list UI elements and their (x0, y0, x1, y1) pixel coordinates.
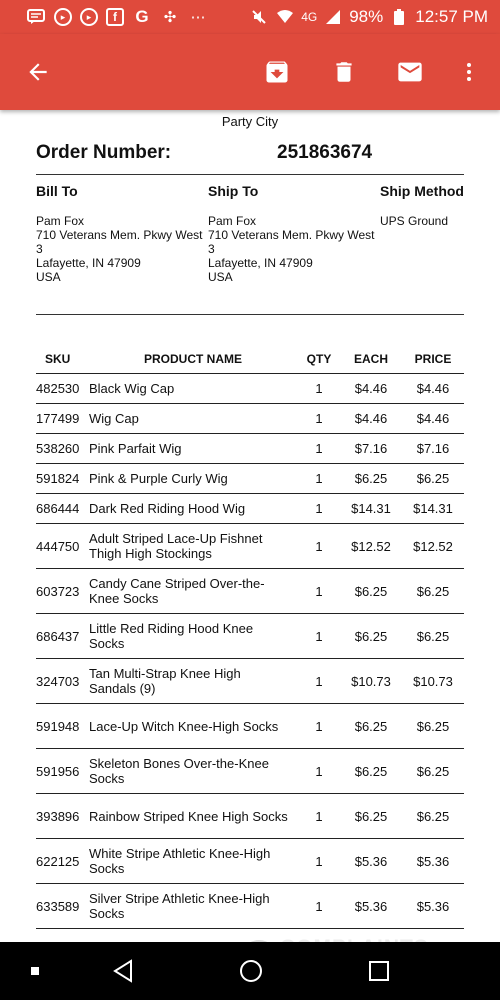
product-name-cell: Silver Stripe Athletic Knee-High Socks (88, 884, 298, 929)
each-price-cell: $10.73 (340, 659, 402, 704)
column-header-sku: SKU (36, 345, 88, 374)
qty-cell: 1 (298, 614, 340, 659)
sku-cell: 603723 (36, 569, 88, 614)
address-line: 710 Veterans Mem. Pkwy West (208, 228, 375, 242)
divider (36, 314, 464, 315)
message-icon (26, 7, 46, 27)
product-name-cell: Skeleton Bones Over-the-Knee Socks (88, 749, 298, 794)
divider (36, 174, 464, 175)
address-line: Pam Fox (208, 214, 257, 228)
qty-cell: 1 (298, 434, 340, 464)
mail-icon[interactable] (392, 54, 428, 90)
ship-method-value: UPS Ground (380, 214, 449, 228)
system-status (249, 7, 500, 27)
product-name-cell: White Stripe Athletic Knee-High Socks (88, 839, 298, 884)
order-number-label: Order Number: (36, 142, 172, 163)
product-name-cell: Pink & Purple Curly Wig (88, 464, 298, 494)
ship-method-heading: Ship Method (380, 183, 464, 199)
table-row (36, 569, 464, 614)
wifi-icon (275, 7, 295, 27)
each-price-cell: $4.46 (340, 374, 402, 404)
price-cell: $6.25 (402, 704, 464, 749)
product-name-cell: Pink Parfait Wig (88, 434, 298, 464)
table-row (36, 524, 464, 569)
back-triangle-icon[interactable] (108, 956, 138, 986)
qty-cell: 1 (298, 704, 340, 749)
each-price-cell: $12.52 (340, 524, 402, 569)
address-line: Pam Fox (36, 214, 85, 228)
sku-cell: 393896 (36, 794, 88, 839)
table-row (36, 374, 464, 404)
recents-square-icon[interactable] (20, 956, 50, 986)
archive-icon[interactable] (259, 54, 295, 90)
sku-cell: 324703 (36, 659, 88, 704)
address-line: 710 Veterans Mem. Pkwy West (36, 228, 203, 242)
product-name-cell: Little Red Riding Hood Knee Socks (88, 614, 298, 659)
network-type: 4G (301, 10, 318, 24)
table-row (36, 794, 464, 839)
each-price-cell: $6.25 (340, 704, 402, 749)
sku-cell: 633589 (36, 884, 88, 929)
each-price-cell: $14.31 (340, 494, 402, 524)
bill-to-heading: Bill To (36, 183, 78, 199)
column-header-price: PRICE (402, 345, 464, 374)
order-number-value: 251863674 (277, 142, 373, 163)
price-cell: $6.25 (402, 749, 464, 794)
overview-square-icon[interactable] (364, 956, 394, 986)
product-name-cell: Dark Red Riding Hood Wig (88, 494, 298, 524)
sku-cell: 177499 (36, 404, 88, 434)
price-cell: $5.36 (402, 884, 464, 929)
price-cell: $4.46 (402, 374, 464, 404)
product-name-cell: Adult Striped Lace-Up Fishnet Thigh High Stockings (88, 524, 298, 569)
table-row (36, 884, 464, 929)
qty-cell: 1 (298, 659, 340, 704)
each-price-cell: $4.46 (340, 404, 402, 434)
table-row (36, 749, 464, 794)
product-name-cell: Wig Cap (88, 404, 298, 434)
back-arrow-icon[interactable] (20, 54, 56, 90)
qty-cell: 1 (298, 404, 340, 434)
column-header-each: EACH (340, 345, 402, 374)
each-price-cell: $6.25 (340, 614, 402, 659)
order-number-row (36, 142, 464, 168)
each-price-cell: $7.16 (340, 434, 402, 464)
each-price-cell: $6.25 (340, 794, 402, 839)
table-row (36, 704, 464, 749)
more-notifications-icon: ⋯ (190, 9, 206, 26)
sku-cell: 686437 (36, 614, 88, 659)
product-name-cell: Black Wig Cap (88, 374, 298, 404)
each-price-cell: $6.25 (340, 569, 402, 614)
qty-cell: 1 (298, 374, 340, 404)
qty-cell: 1 (298, 524, 340, 569)
product-name-cell: Rainbow Striped Knee High Socks (88, 794, 298, 839)
ship-to-address (208, 214, 375, 284)
price-cell: $12.52 (402, 524, 464, 569)
address-line: USA (36, 270, 61, 284)
qty-cell: 1 (298, 794, 340, 839)
sku-cell: 591824 (36, 464, 88, 494)
table-row (36, 614, 464, 659)
qty-cell: 1 (298, 749, 340, 794)
product-name-cell: Lace-Up Witch Knee-High Socks (88, 704, 298, 749)
price-cell: $6.25 (402, 569, 464, 614)
play-icon: ▸ (80, 8, 98, 26)
clock: 12:57 PM (415, 7, 488, 26)
facebook-icon: f (106, 8, 124, 26)
each-price-cell: $5.36 (340, 839, 402, 884)
sku-cell: 622125 (36, 839, 88, 884)
ship-to-heading: Ship To (208, 183, 259, 199)
each-price-cell: $6.25 (340, 464, 402, 494)
address-line: Lafayette, IN 47909 (208, 256, 313, 270)
qty-cell: 1 (298, 884, 340, 929)
qty-cell: 1 (298, 569, 340, 614)
price-cell: $7.16 (402, 434, 464, 464)
more-vert-icon[interactable] (451, 54, 487, 90)
price-cell: $10.73 (402, 659, 464, 704)
address-line: 3 (36, 242, 43, 256)
sku-cell: 482530 (36, 374, 88, 404)
address-line: Lafayette, IN 47909 (36, 256, 141, 270)
battery-percent: 98% (349, 7, 384, 26)
each-price-cell: $5.36 (340, 884, 402, 929)
media-icon: ▸ (54, 8, 72, 26)
table-row (36, 434, 464, 464)
product-name-cell: Candy Cane Striped Over-the-Knee Socks (88, 569, 298, 614)
sku-cell: 591956 (36, 749, 88, 794)
qty-cell: 1 (298, 839, 340, 884)
price-cell: $6.25 (402, 614, 464, 659)
signal-icon (323, 7, 343, 27)
notification-icons (0, 7, 208, 27)
price-cell: $14.31 (402, 494, 464, 524)
battery-icon (389, 7, 409, 27)
pinwheel-icon: ✣ (163, 9, 177, 26)
column-header-product-name: PRODUCT NAME (88, 345, 298, 374)
price-cell: $6.25 (402, 794, 464, 839)
price-cell: $6.25 (402, 464, 464, 494)
table-row (36, 494, 464, 524)
address-line: 3 (208, 242, 215, 256)
table-row (36, 404, 464, 434)
table-header-row (36, 345, 464, 374)
bill-to-address (36, 214, 203, 284)
delete-icon[interactable] (326, 54, 362, 90)
mute-icon (249, 7, 269, 27)
sku-cell: 444750 (36, 524, 88, 569)
qty-cell: 1 (298, 464, 340, 494)
price-cell: $5.36 (402, 839, 464, 884)
order-items-table (36, 345, 464, 974)
table-row (36, 464, 464, 494)
email-body (0, 110, 500, 942)
sku-cell: 686444 (36, 494, 88, 524)
price-cell: $4.46 (402, 404, 464, 434)
each-price-cell: $6.25 (340, 749, 402, 794)
system-nav-bar (0, 942, 500, 1000)
sku-cell: 591948 (36, 704, 88, 749)
sku-cell: 538260 (36, 434, 88, 464)
home-circle-icon[interactable] (236, 956, 266, 986)
app-bar (0, 34, 500, 110)
store-name: Party City (221, 114, 279, 129)
product-name-cell: Tan Multi-Strap Knee High Sandals (9) (88, 659, 298, 704)
column-header-qty: QTY (298, 345, 340, 374)
table-row (36, 839, 464, 884)
qty-cell: 1 (298, 494, 340, 524)
google-icon: G (135, 7, 149, 26)
status-bar (0, 0, 500, 34)
table-row (36, 659, 464, 704)
address-line: USA (208, 270, 233, 284)
